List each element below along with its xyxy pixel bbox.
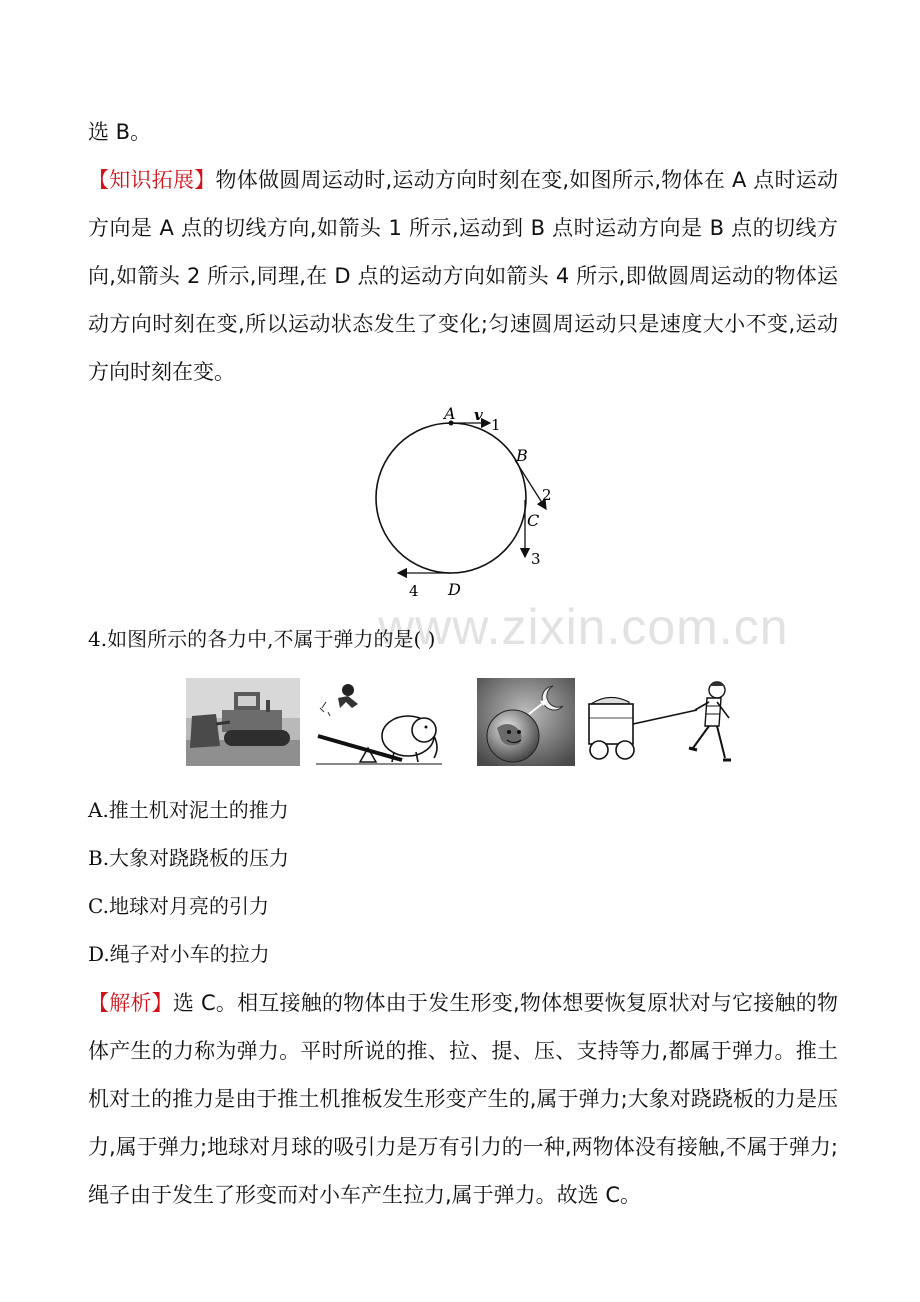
knowledge-extension-body: 物体做圆周运动时,运动方向时刻在变,如图所示,物体在 A 点时运动方向是 A 点的切线方向,如箭头 1 所示,运动到 B 点时运动方向是 B 点的切线方向,如箭头 2 所示,同理,在 D 点的运动方向如箭头 4 所示,即做圆周运动的物体运动方向时刻在变,所以运动状态发生了变化;匀速圆周运动只是速度大小不变,运动方向时刻在变。 — [88, 168, 838, 384]
analysis-tag: 【解析】 — [88, 991, 173, 1015]
analysis-body: 选 C。相互接触的物体由于发生形变,物体想要恢复原状对与它接触的物体产生的力称为弹力。平时所说的推、拉、提、压、支持等力,都属于弹力。推土机对土的推力是由于推土机推板发生形变产生的,属于弹力;大象对跷跷板的力是压力,属于弹力;地球对月球的吸引力是万有引力的一种,两物体没有接触,不属于弹力;绳子由于发生了形变而对小车产生拉力,属于弹力。故选 C。 — [88, 991, 838, 1207]
analysis-paragraph — [88, 979, 838, 1219]
option-c: C.地球对月亮的引力 — [88, 894, 269, 918]
label-4: 4 — [409, 582, 419, 600]
label-d: D — [448, 580, 461, 599]
option-a: A.推土机对泥土的推力 — [88, 798, 289, 822]
circle-path — [376, 423, 526, 573]
knowledge-extension-tag: 【知识拓展】 — [88, 168, 216, 192]
question-4-stem: 4.如图所示的各力中,不属于弹力的是( ) — [88, 627, 436, 651]
label-1: 1 — [491, 416, 501, 434]
rope-cart-image — [585, 678, 735, 766]
label-2: 2 — [542, 486, 552, 504]
answer-line: 选 B。 — [88, 120, 152, 144]
label-v: v — [474, 406, 483, 424]
label-c: C — [527, 511, 540, 530]
watermark-text: www.zixin.com.cn — [378, 599, 789, 655]
bulldozer-image — [186, 678, 300, 766]
option-d: D.绳子对小车的拉力 — [88, 942, 270, 966]
label-a: A — [444, 405, 456, 423]
elephant-seesaw-image — [316, 678, 442, 766]
label-3: 3 — [531, 550, 541, 568]
label-b: B — [516, 446, 528, 465]
circular-motion-diagram — [360, 405, 560, 605]
option-b: B.大象对跷跷板的压力 — [88, 846, 290, 870]
knowledge-extension-paragraph — [88, 156, 838, 396]
earth-moon-image — [477, 678, 575, 766]
